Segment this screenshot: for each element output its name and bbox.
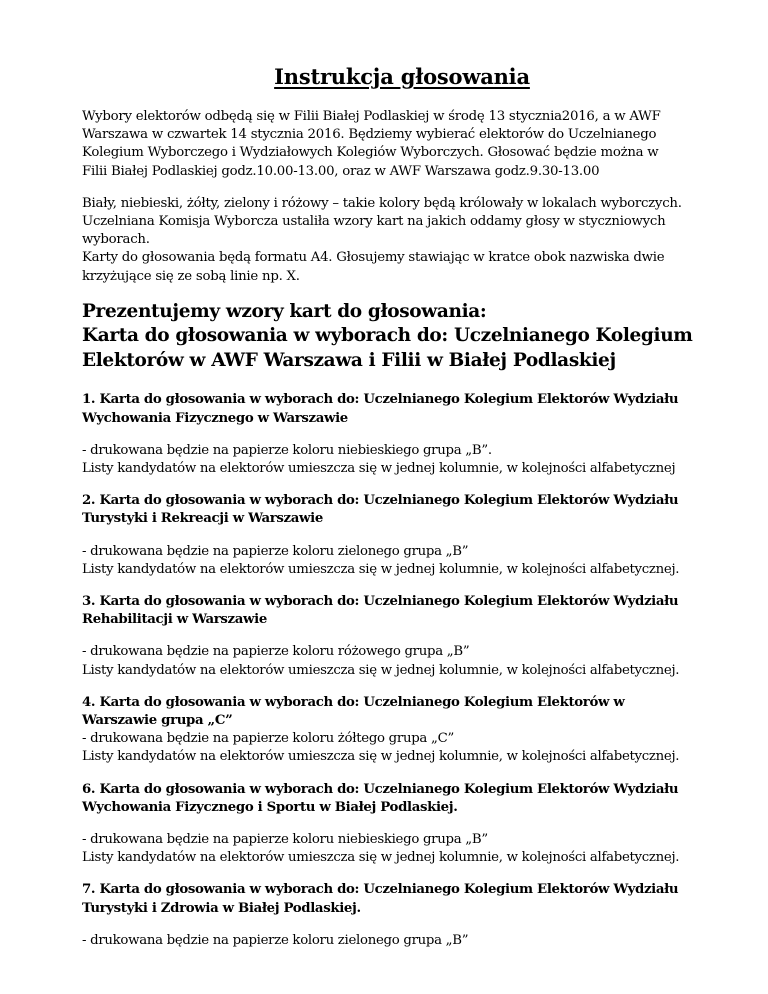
- desc-line: Listy kandydatów na elektorów umieszcza się w jednej kolumnie, w kolejności alfabetycznej.: [82, 850, 680, 866]
- document-page: [82, 64, 722, 964]
- desc-line: - drukowana będzie na papierze koloru żółtego grupa „C”: [82, 731, 454, 747]
- text-line: Karty do głosowania będą formatu A4. Głosujemy stawiając w kratce obok nazwiska dwie: [82, 250, 665, 266]
- card-7-description: [82, 932, 722, 950]
- text-line: Uczelniana Komisja Wyborcza ustaliła wzory kart na jakich oddamy głosy w styczniowych: [82, 214, 666, 230]
- title-line: Turystyki i Zdrowia w Białej Podlaskiej.: [82, 900, 361, 916]
- desc-line: - drukowana będzie na papierze koloru różowego grupa „B”: [82, 644, 470, 660]
- intro-paragraph-2: [82, 195, 722, 286]
- card-6-title: [82, 781, 722, 817]
- text-line: krzyżujące się ze sobą linie np. X.: [82, 268, 300, 284]
- card-3-description: [82, 643, 722, 679]
- text-line: wyborach.: [82, 232, 150, 248]
- card-2-description: [82, 543, 722, 579]
- title-line: 4. Karta do głosowania w wyborach do: Uczelnianego Kolegium Elektorów w: [82, 694, 625, 710]
- text-line: Wybory elektorów odbędą się w Filii Białej Podlaskiej w środę 13 stycznia2016, a w AWF: [82, 109, 661, 124]
- title-line: 3. Karta do głosowania w wyborach do: Uczelnianego Kolegium Elektorów Wydziału: [82, 593, 679, 609]
- desc-line: - drukowana będzie na papierze koloru zielonego grupa „B”: [82, 543, 469, 559]
- title-line: Rehabilitacji w Warszawie: [82, 612, 267, 628]
- card-4-title: [82, 694, 722, 730]
- text-line: Biały, niebieski, żółty, zielony i różowy – takie kolory będą królowały w lokalach wyborczych.: [82, 195, 682, 211]
- card-1-description: [82, 442, 722, 478]
- document-title: Instrukcja głosowania: [274, 64, 530, 89]
- title-line: Warszawie grupa „C”: [82, 712, 233, 728]
- title-line: Wychowania Fizycznego w Warszawie: [82, 410, 348, 426]
- desc-line: - drukowana będzie na papierze koloru zielonego grupa „B”: [82, 932, 469, 948]
- title-line: Turystyki i Rekreacji w Warszawie: [82, 511, 323, 527]
- desc-line: Listy kandydatów na elektorów umieszcza się w jednej kolumnie, w kolejności alfabetycznej.: [82, 561, 680, 577]
- title-line: 2. Karta do głosowania w wyborach do: Uczelnianego Kolegium Elektorów Wydziału: [82, 493, 679, 509]
- title-line: 6. Karta do głosowania w wyborach do: Uczelnianego Kolegium Elektorów Wydziału: [82, 781, 679, 797]
- card-4-description: [82, 730, 722, 766]
- heading-line: Elektorów w AWF Warszawa i Filii w Białej Podlaskiej: [82, 349, 616, 371]
- card-1-title: [82, 391, 722, 427]
- intro-paragraph-1: [82, 108, 722, 181]
- desc-line: Listy kandydatów na elektorów umieszcza się w jednej kolumnie, w kolejności alfabetycznej.: [82, 749, 680, 765]
- title-line: 1. Karta do głosowania w wyborach do: Uczelnianego Kolegium Elektorów Wydziału: [82, 392, 679, 408]
- desc-line: - drukowana będzie na papierze koloru niebieskiego grupa „B”.: [82, 442, 492, 458]
- section-heading: [82, 300, 722, 374]
- title-line: 7. Karta do głosowania w wyborach do: Uczelnianego Kolegium Elektorów Wydziału: [82, 882, 679, 898]
- desc-line: - drukowana będzie na papierze koloru niebieskiego grupa „B”: [82, 831, 488, 847]
- card-3-title: [82, 593, 722, 629]
- heading-line: Prezentujemy wzory kart do głosowania:: [82, 300, 487, 322]
- card-2-title: [82, 492, 722, 528]
- card-7-title: [82, 881, 722, 917]
- desc-line: Listy kandydatów na elektorów umieszcza się w jednej kolumnie, w kolejności alfabetycznej.: [82, 662, 680, 678]
- heading-line: Karta do głosowania w wyborach do: Uczelnianego Kolegium: [82, 325, 693, 347]
- text-line: Filii Białej Podlaskiej godz.10.00-13.00, oraz w AWF Warszawa godz.9.30-13.00: [82, 163, 600, 179]
- card-6-description: [82, 831, 722, 867]
- title-line: Wychowania Fizycznego i Sportu w Białej Podlaskiej.: [82, 799, 458, 815]
- text-line: Warszawa w czwartek 14 stycznia 2016. Będziemy wybierać elektorów do Uczelnianego: [82, 127, 657, 143]
- text-line: Kolegium Wyborczego i Wydziałowych Kolegiów Wyborczych. Głosować będzie można w: [82, 145, 659, 161]
- desc-line: Listy kandydatów na elektorów umieszcza się w jednej kolumnie, w kolejności alfabetycznej: [82, 460, 676, 476]
